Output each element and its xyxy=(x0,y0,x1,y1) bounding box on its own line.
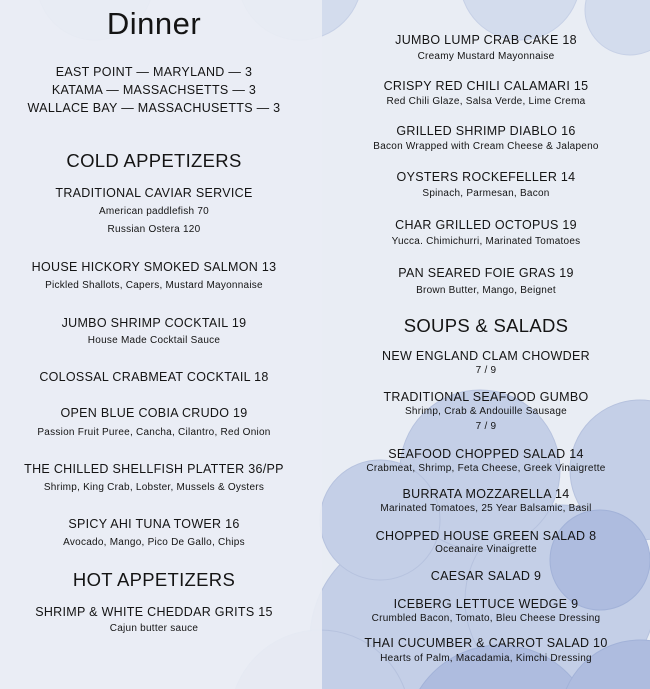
menu-item-name: HOUSE HICKORY SMOKED SALMON 13 xyxy=(31,260,277,274)
menu-item-desc: Oceanaire Vinaigrette xyxy=(435,544,537,555)
oyster-item: WALLACE BAY — MASSACHUSETTS — 3 xyxy=(27,101,281,115)
page-title: Dinner xyxy=(106,6,202,41)
menu-item-name: CHAR GRILLED OCTOPUS 19 xyxy=(395,218,577,232)
menu-item-desc: House Made Cocktail Sauce xyxy=(87,335,221,346)
menu-item-name: PAN SEARED FOIE GRAS 19 xyxy=(398,266,574,280)
menu-item-price: 7 / 9 xyxy=(475,365,497,376)
menu-item-name: ICEBERG LETTUCE WEDGE 9 xyxy=(393,597,579,611)
menu-item-name: SHRIMP & WHITE CHEDDAR GRITS 15 xyxy=(35,605,273,619)
menu-item-desc: Pickled Shallots, Capers, Mustard Mayonnaise xyxy=(45,280,263,291)
oyster-item: EAST POINT — MARYLAND — 3 xyxy=(55,65,253,79)
menu-item-name: OPEN BLUE COBIA CRUDO 19 xyxy=(60,406,248,420)
menu-item-desc: Bacon Wrapped with Cream Cheese & Jalapeno xyxy=(373,141,599,152)
menu-item-desc: Passion Fruit Puree, Cancha, Cilantro, Red Onion xyxy=(37,427,271,438)
menu-item-name: SPICY AHI TUNA TOWER 16 xyxy=(68,517,240,531)
menu-item-name: TRADITIONAL CAVIAR SERVICE xyxy=(55,186,253,200)
menu-item-price: 7 / 9 xyxy=(475,421,497,432)
menu-item-desc: Crumbled Bacon, Tomato, Bleu Cheese Dressing xyxy=(371,613,601,624)
menu-item-option: American paddlefish 70 xyxy=(98,206,209,217)
menu-item-desc: Brown Butter, Mango, Beignet xyxy=(416,285,556,296)
section-heading-cold: COLD APPETIZERS xyxy=(66,150,242,171)
section-heading-hot: HOT APPETIZERS xyxy=(72,569,236,590)
menu-item-desc: Shrimp, Crab & Andouille Sausage xyxy=(405,406,567,417)
menu-item-desc: Avocado, Mango, Pico De Gallo, Chips xyxy=(63,537,245,548)
menu-item-desc: Red Chili Glaze, Salsa Verde, Lime Crema xyxy=(386,96,586,107)
menu-item-desc: Yucca. Chimichurri, Marinated Tomatoes xyxy=(391,236,581,247)
menu-item-name: BURRATA MOZZARELLA 14 xyxy=(402,487,570,501)
menu-item-name: CAESAR SALAD 9 xyxy=(430,569,542,583)
menu-item-desc: Marinated Tomatoes, 25 Year Balsamic, Basil xyxy=(380,503,592,514)
menu-item-desc: Crabmeat, Shrimp, Feta Cheese, Greek Vinaigrette xyxy=(366,463,606,474)
menu-item-desc: Shrimp, King Crab, Lobster, Mussels & Oysters xyxy=(43,482,265,493)
menu-item-name: TRADITIONAL SEAFOOD GUMBO xyxy=(383,390,589,404)
menu-item-name: SEAFOOD CHOPPED SALAD 14 xyxy=(388,447,584,461)
menu-item-desc: Cajun butter sauce xyxy=(109,623,199,634)
menu-item-name: CHOPPED HOUSE GREEN SALAD 8 xyxy=(375,529,597,543)
menu-item-name: JUMBO SHRIMP COCKTAIL 19 xyxy=(61,316,247,330)
menu-item-option: Russian Ostera 120 xyxy=(107,224,201,235)
menu-item-name: COLOSSAL CRABMEAT COCKTAIL 18 xyxy=(39,370,269,384)
menu-item-desc: Creamy Mustard Mayonnaise xyxy=(417,51,555,62)
menu-item-name: NEW ENGLAND CLAM CHOWDER xyxy=(382,349,590,363)
menu-item-name: JUMBO LUMP CRAB CAKE 18 xyxy=(395,33,577,47)
menu-item-desc: Spinach, Parmesan, Bacon xyxy=(422,188,550,199)
section-heading-soups: SOUPS & SALADS xyxy=(403,315,569,336)
menu-item-name: CRISPY RED CHILI CALAMARI 15 xyxy=(383,79,589,93)
oyster-item: KATAMA — MASSACHSETTS — 3 xyxy=(51,83,257,97)
menu-item-desc: Hearts of Palm, Macadamia, Kimchi Dressing xyxy=(380,653,592,664)
menu-item-name: OYSTERS ROCKEFELLER 14 xyxy=(396,170,576,184)
menu-item-name: THE CHILLED SHELLFISH PLATTER 36/PP xyxy=(24,462,284,476)
menu-item-name: THAI CUCUMBER & CARROT SALAD 10 xyxy=(364,636,608,650)
menu-item-name: GRILLED SHRIMP DIABLO 16 xyxy=(396,124,576,138)
